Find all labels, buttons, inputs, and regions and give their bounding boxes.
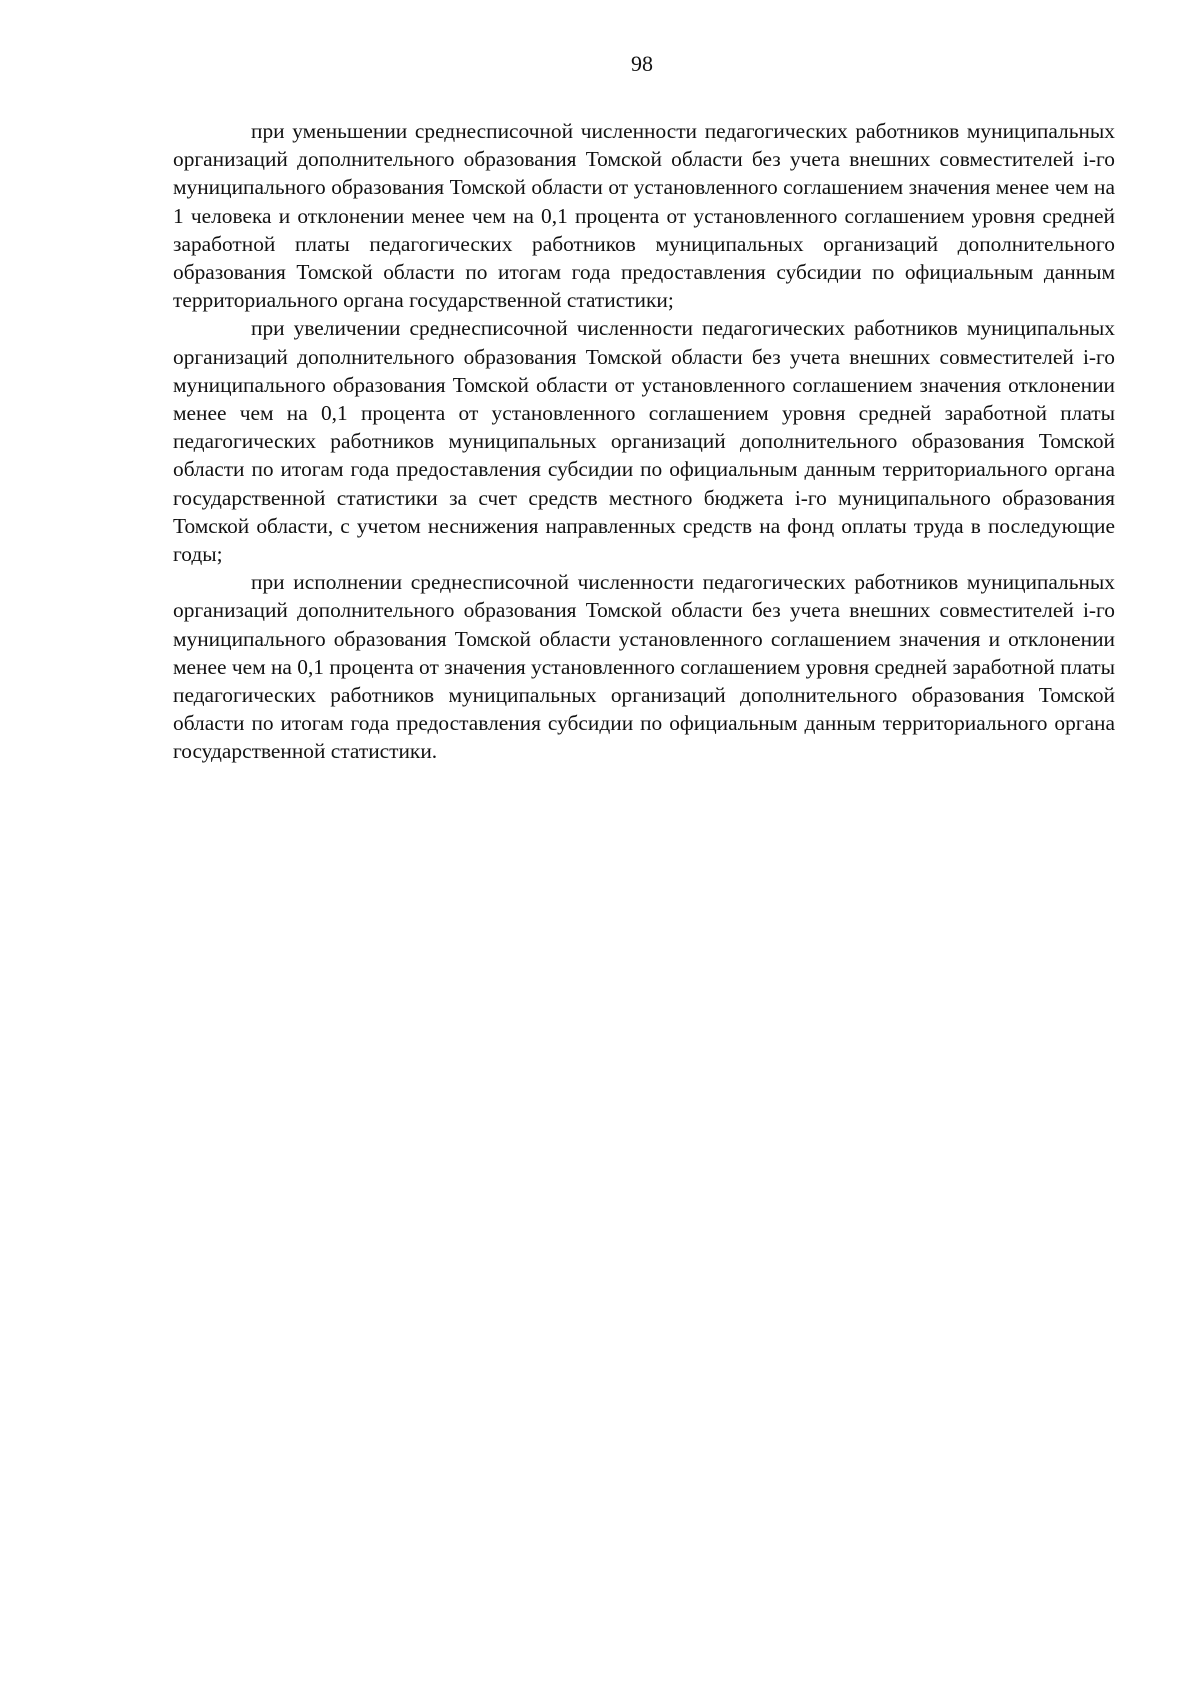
paragraph-fulfillment: при исполнении среднесписочной численности педагогических работников муниципальных организаций дополнительного образования Томской области без учета внешних совместителей i-го муниципального образования Томской области установленного соглашением значения и отклонении менее чем на 0,1 процента от значения установленного соглашением уровня средней заработной платы педагогических работников муниципальных организаций дополнительного образования Томской области по итогам года предоставления субсидии по официальным данным территориального органа государственной статистики. [173, 570, 1115, 764]
document-body [173, 117, 1115, 766]
page-number: 98 [631, 51, 653, 76]
paragraph-decrease: при уменьшении среднесписочной численности педагогических работников муниципальных организаций дополнительного образования Томской области без учета внешних совместителей i-го муниципального образования Томской области от установленного соглашением значения менее чем на 1 человека и отклонении менее чем на 0,1 процента от установленного соглашением уровня средней заработной платы педагогических работников муниципальных организаций дополнительного образования Томской области по итогам года предоставления субсидии по официальным данным территориального органа государственной статистики; [173, 119, 1115, 313]
paragraph-increase: при увеличении среднесписочной численности педагогических работников муниципальных организаций дополнительного образования Томской области без учета внешних совместителей i-го муниципального образования Томской области от установленного соглашением значения отклонении менее чем на 0,1 процента от установленного соглашением уровня средней заработной платы педагогических работников муниципальных организаций дополнительного образования Томской области по итогам года предоставления субсидии по официальным данным территориального органа государственной статистики за счет средств местного бюджета i-го муниципального образования Томской области, с учетом неснижения направленных средств на фонд оплаты труда в последующие годы; [173, 316, 1115, 567]
